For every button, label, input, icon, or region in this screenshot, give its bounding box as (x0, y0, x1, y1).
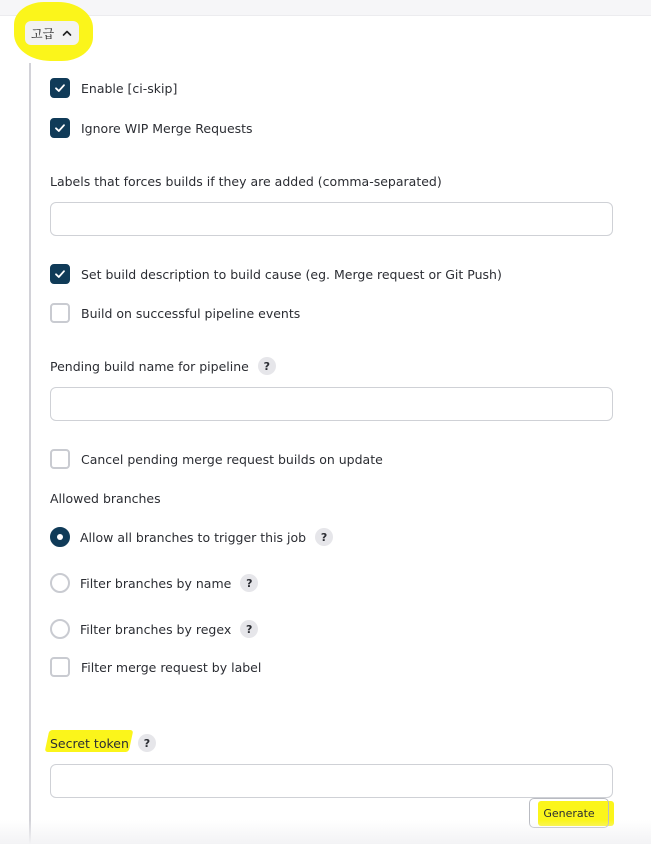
labels-force-builds-input[interactable] (50, 202, 613, 236)
advanced-toggle-button[interactable] (25, 21, 79, 45)
enable-ci-skip-checkbox[interactable] (50, 78, 70, 98)
filter-branches-regex-radio[interactable] (50, 619, 70, 639)
help-icon[interactable]: ? (240, 620, 258, 638)
secret-token-input[interactable] (50, 764, 613, 798)
allow-all-branches-option[interactable] (50, 527, 333, 547)
allowed-branches-label: Allowed branches (50, 491, 161, 506)
filter-mr-label-option[interactable] (50, 657, 261, 677)
cancel-pending-label: Cancel pending merge request builds on update (81, 451, 383, 467)
filter-mr-label-label: Filter merge request by label (81, 659, 262, 675)
filter-branches-regex-option[interactable] (50, 619, 258, 639)
build-on-pipeline-option[interactable] (50, 303, 300, 323)
filter-branches-name-label: Filter branches by name (80, 575, 232, 591)
help-icon[interactable]: ? (240, 574, 258, 592)
filter-branches-name-option[interactable] (50, 573, 258, 593)
enable-ci-skip-label: Enable [ci-skip] (81, 80, 178, 96)
help-icon[interactable]: ? (258, 357, 276, 375)
section-rail (29, 63, 31, 844)
ignore-wip-label: Ignore WIP Merge Requests (81, 120, 253, 136)
cancel-pending-checkbox[interactable] (50, 449, 70, 469)
ignore-wip-option[interactable] (50, 118, 253, 138)
set-build-description-checkbox[interactable] (50, 264, 70, 284)
cancel-pending-option[interactable] (50, 449, 383, 469)
allow-all-branches-label: Allow all branches to trigger this job (80, 529, 307, 545)
checkmark-icon (54, 82, 66, 94)
build-on-pipeline-label: Build on successful pipeline events (81, 305, 301, 321)
set-build-description-option[interactable] (50, 264, 502, 284)
help-icon[interactable]: ? (138, 734, 156, 752)
pending-build-name-label: Pending build name for pipeline (50, 358, 249, 374)
ignore-wip-checkbox[interactable] (50, 118, 70, 138)
generate-button[interactable]: Generate (529, 798, 609, 828)
advanced-toggle-label: 고급 (31, 26, 55, 41)
filter-branches-name-radio[interactable] (50, 573, 70, 593)
allow-all-branches-radio[interactable] (50, 527, 70, 547)
checkmark-icon (54, 268, 66, 280)
set-build-description-label: Set build description to build cause (eg. Merge request or Git Push) (81, 266, 502, 282)
labels-force-builds-label: Labels that forces builds if they are added (comma-separated) (50, 174, 442, 189)
build-on-pipeline-checkbox[interactable] (50, 303, 70, 323)
top-strip (0, 0, 651, 16)
filter-mr-label-checkbox[interactable] (50, 657, 70, 677)
pending-build-name-label-row (50, 357, 276, 375)
enable-ci-skip-option[interactable] (50, 78, 177, 98)
help-icon[interactable]: ? (315, 528, 333, 546)
pending-build-name-input[interactable] (50, 387, 613, 421)
secret-token-label-row (50, 734, 156, 752)
secret-token-label: Secret token (50, 735, 129, 751)
checkmark-icon (54, 122, 66, 134)
chevron-up-icon (61, 27, 73, 39)
filter-branches-regex-label: Filter branches by regex (80, 621, 232, 637)
